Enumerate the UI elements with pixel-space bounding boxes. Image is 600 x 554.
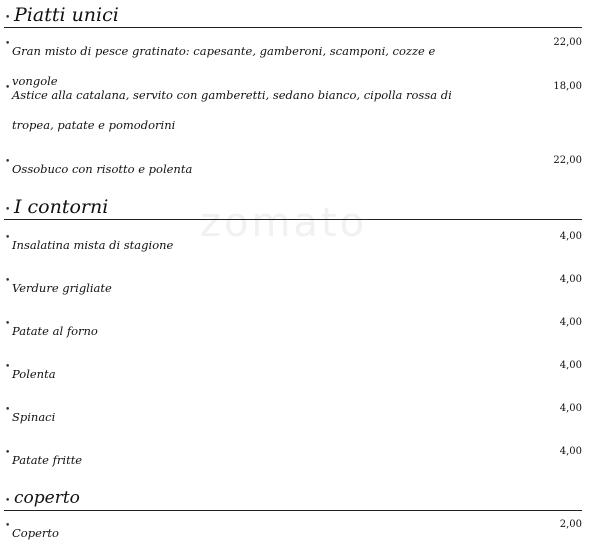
item-price: 18,00: [553, 81, 582, 92]
item-name: Coperto: [12, 526, 59, 540]
item-name: Ossobuco con risotto e polenta: [12, 162, 193, 176]
section-header: [0, 4, 600, 30]
item-price: 4,00: [559, 317, 582, 328]
bullet-icon: •: [5, 157, 11, 167]
item-name: Verdure grigliate: [12, 281, 112, 295]
bullet-icon: •: [5, 405, 11, 415]
item-name: Patate fritte: [12, 453, 83, 467]
item-name: Patate al forno: [12, 324, 98, 338]
section-coperto: [0, 487, 600, 513]
item-price: 4,00: [559, 274, 582, 285]
bullet-icon: •: [5, 83, 11, 93]
section-title: I contorni: [14, 196, 109, 218]
bullet-icon: •: [5, 233, 11, 243]
item-price: 22,00: [553, 155, 582, 166]
item-name: Gran misto di pesce gratinato: capesante, gamberoni, scamponi, cozze e vongole: [12, 44, 436, 88]
item-price: 2,00: [559, 519, 582, 530]
item-name: Polenta: [12, 367, 56, 381]
item-price: 22,00: [553, 37, 582, 48]
bullet-icon: •: [5, 319, 11, 329]
bullet-icon: •: [5, 205, 11, 215]
item-price: 4,00: [559, 360, 582, 371]
item-price: 4,00: [559, 231, 582, 242]
item-name: Astice alla catalana, servito con gamberetti, sedano bianco, cipolla rossa di tropea, patate e pomodorini: [12, 88, 452, 132]
bullet-icon: •: [5, 39, 11, 49]
bullet-icon: •: [5, 496, 11, 506]
bullet-icon: •: [5, 448, 11, 458]
section-piatti-unici: [0, 4, 600, 30]
section-title: coperto: [14, 488, 80, 508]
item-name: Insalatina mista di stagione: [12, 238, 174, 252]
bullet-icon: •: [5, 521, 11, 531]
section-divider: [4, 510, 582, 511]
section-divider: [4, 27, 582, 28]
section-header: [0, 487, 600, 513]
bullet-icon: •: [5, 276, 11, 286]
item-name: Spinaci: [12, 410, 56, 424]
section-title: Piatti unici: [14, 4, 119, 26]
bullet-icon: •: [5, 13, 11, 23]
section-header: [0, 196, 600, 222]
section-divider: [4, 219, 582, 220]
item-price: 4,00: [559, 446, 582, 457]
section-i-contorni: [0, 196, 600, 222]
zomato-watermark: zomato: [200, 200, 368, 246]
bullet-icon: •: [5, 362, 11, 372]
item-price: 4,00: [559, 403, 582, 414]
